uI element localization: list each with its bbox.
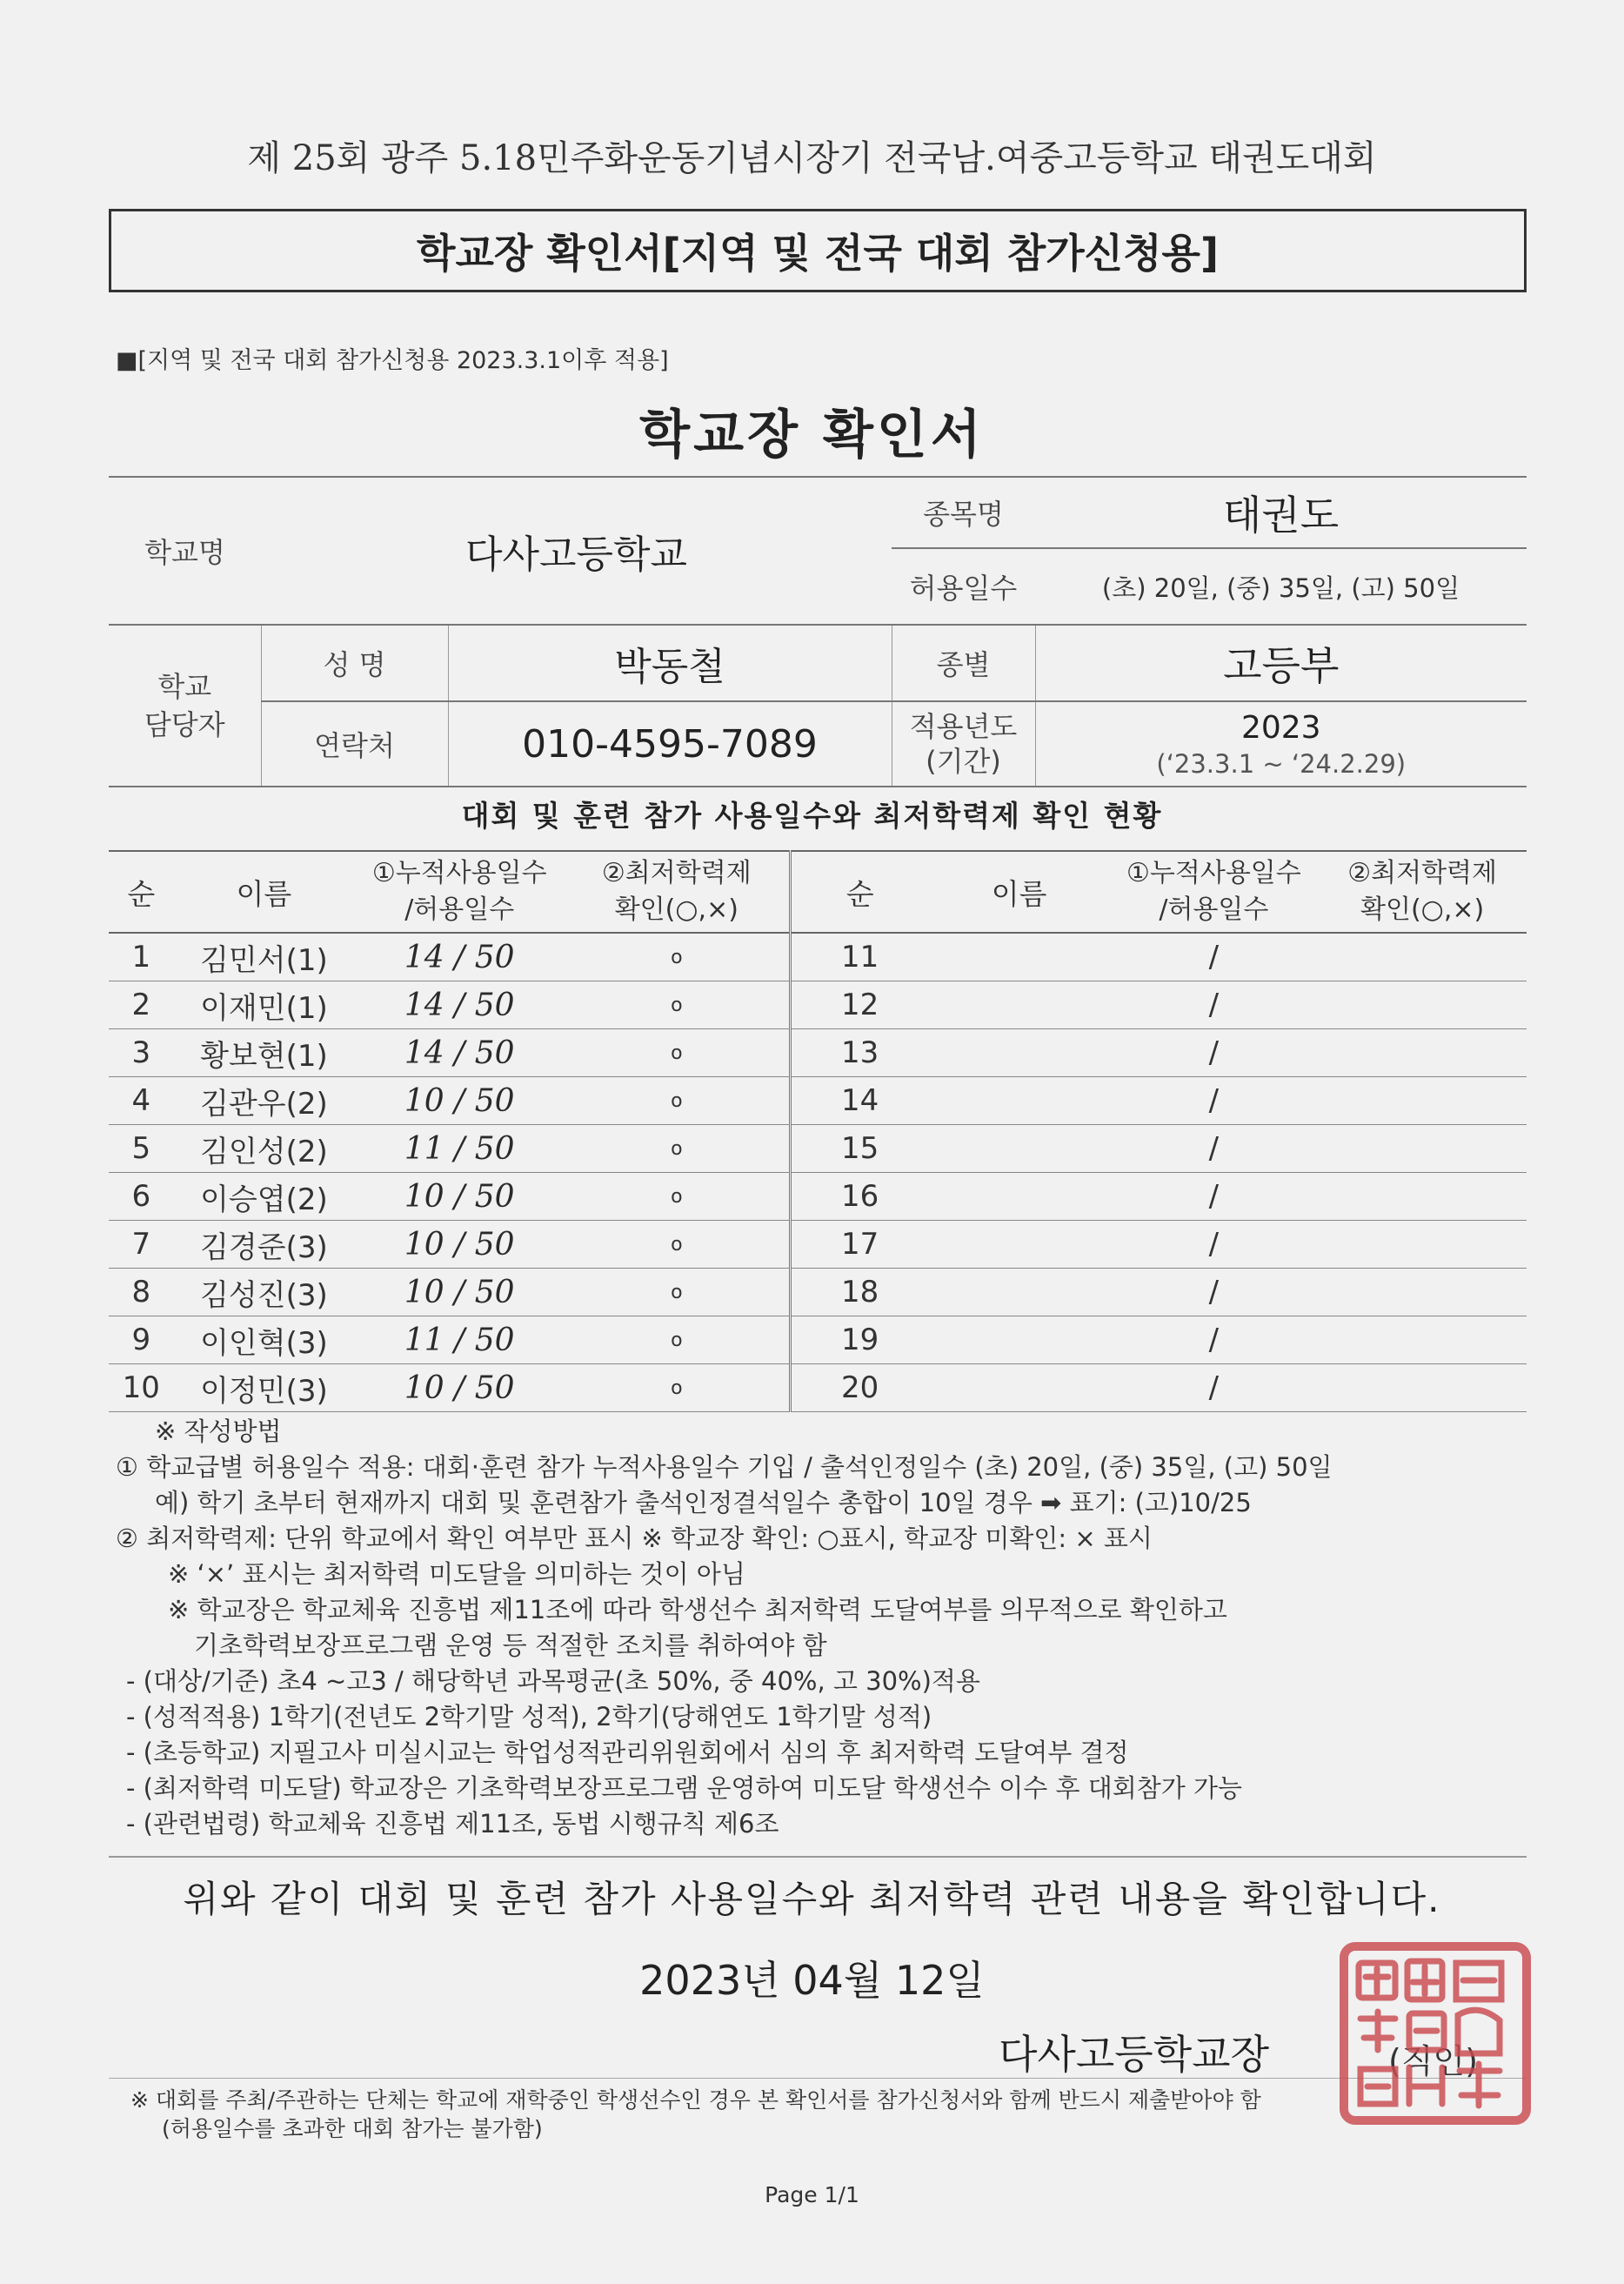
athlete-name: 김민서(1) bbox=[174, 933, 355, 981]
seal-label: (직인) bbox=[1388, 2042, 1479, 2080]
row-number: 12 bbox=[790, 981, 929, 1029]
school-value: 다사고등학교 bbox=[261, 477, 892, 625]
academic-check bbox=[1318, 1077, 1527, 1125]
days-used: 10 / 50 bbox=[354, 1269, 565, 1316]
academic-check: o bbox=[565, 1125, 790, 1173]
row-number: 16 bbox=[790, 1173, 929, 1221]
row-number: 15 bbox=[790, 1125, 929, 1173]
row-number: 9 bbox=[109, 1316, 174, 1364]
allowed-days-value: (초) 20일, (중) 35일, (고) 50일 bbox=[1035, 548, 1527, 625]
days-used: / bbox=[1110, 1221, 1319, 1269]
status-caption: 대회 및 훈련 참가 사용일수와 최저학력제 확인 현황 bbox=[461, 799, 1163, 833]
table-row bbox=[109, 1173, 1527, 1221]
days-used: 14 / 50 bbox=[354, 1029, 565, 1077]
header-academic-right bbox=[1318, 851, 1527, 933]
name-label: 성 명 bbox=[261, 625, 448, 701]
days-used: 11 / 50 bbox=[354, 1125, 565, 1173]
row-number: 5 bbox=[109, 1125, 174, 1173]
table-row bbox=[109, 933, 1527, 981]
guide-line: - (최저학력 미도달) 학교장은 기초학력보장프로그램 운영하여 미도달 학생선수 이수 후 대회참가 가능 bbox=[126, 1773, 1243, 1803]
guide-line: - (초등학교) 지필고사 미실시교는 학업성적관리위원회에서 심의 후 최저학력 도달여부 결정 bbox=[126, 1738, 1129, 1767]
guide-line: - (관련법령) 학교체육 진흥법 제11조, 동법 시행규칙 제6조 bbox=[126, 1809, 779, 1839]
athlete-name bbox=[929, 1077, 1110, 1125]
header-academic-line2: 확인(○,×) bbox=[614, 894, 738, 925]
athlete-name bbox=[929, 1316, 1110, 1364]
footnote-line: (허용일수를 초과한 대회 참가는 불가함) bbox=[162, 2116, 543, 2141]
page-number: Page 1/1 bbox=[765, 2182, 859, 2207]
academic-check bbox=[1318, 1125, 1527, 1173]
contact-person-label bbox=[109, 625, 261, 787]
header-no-right: 순 bbox=[790, 851, 929, 933]
seal-glyphs bbox=[1348, 1951, 1522, 2116]
row-number: 18 bbox=[790, 1269, 929, 1316]
roster-table bbox=[109, 850, 1527, 1412]
header-name: 이름 bbox=[174, 851, 355, 933]
divider bbox=[109, 1856, 1527, 1858]
header-academic-right-line1: ②최저학력제 bbox=[1347, 858, 1498, 888]
row-number: 14 bbox=[790, 1077, 929, 1125]
academic-check bbox=[1318, 1221, 1527, 1269]
guide-line: ※ ‘×’ 표시는 최저학력 미도달을 의미하는 것이 아님 bbox=[168, 1559, 745, 1589]
issue-date: 2023년 04월 12일 bbox=[639, 1957, 985, 2004]
division-label: 종별 bbox=[892, 625, 1035, 701]
days-used: 11 / 50 bbox=[354, 1316, 565, 1364]
divider bbox=[109, 2078, 1527, 2079]
guide-line: ② 최저학력제: 단위 학교에서 확인 여부만 표시 ※ 학교장 확인: ○표시, 학교장 미확인: × 표시 bbox=[116, 1524, 1153, 1553]
phone-label: 연락처 bbox=[261, 701, 448, 787]
days-used: 10 / 50 bbox=[354, 1221, 565, 1269]
athlete-name: 김인성(2) bbox=[174, 1125, 355, 1173]
academic-check: o bbox=[565, 1364, 790, 1412]
header-days-right-line2: /허용일수 bbox=[1159, 894, 1269, 925]
period-value: (‘23.3.1 ~ ‘24.2.29) bbox=[1156, 748, 1407, 779]
athlete-name: 이인혁(3) bbox=[174, 1316, 355, 1364]
academic-check: o bbox=[565, 1029, 790, 1077]
table-row bbox=[109, 1316, 1527, 1364]
row-number: 4 bbox=[109, 1077, 174, 1125]
table-row bbox=[109, 1077, 1527, 1125]
athlete-name: 이승엽(2) bbox=[174, 1173, 355, 1221]
principal-title: 다사고등학교장 bbox=[999, 2031, 1270, 2078]
header-academic bbox=[565, 851, 790, 933]
days-used: / bbox=[1110, 933, 1319, 981]
days-used: / bbox=[1110, 1364, 1319, 1412]
athlete-name bbox=[929, 933, 1110, 981]
days-used: 10 / 50 bbox=[354, 1364, 565, 1412]
days-used: / bbox=[1110, 1077, 1319, 1125]
academic-check: o bbox=[565, 1221, 790, 1269]
row-number: 17 bbox=[790, 1221, 929, 1269]
guide-title: ※ 작성방법 bbox=[155, 1417, 282, 1446]
row-number: 2 bbox=[109, 981, 174, 1029]
name-value: 박동철 bbox=[448, 625, 892, 701]
athlete-name bbox=[929, 1269, 1110, 1316]
contact-person-label-line2: 담당자 bbox=[144, 708, 225, 741]
year-value: 2023 bbox=[1240, 709, 1321, 746]
academic-check bbox=[1318, 1173, 1527, 1221]
sport-value: 태권도 bbox=[1035, 477, 1527, 548]
days-used: 14 / 50 bbox=[354, 981, 565, 1029]
school-label: 학교명 bbox=[109, 477, 261, 625]
row-number: 13 bbox=[790, 1029, 929, 1077]
days-used: / bbox=[1110, 1173, 1319, 1221]
table-row bbox=[109, 1221, 1527, 1269]
academic-check: o bbox=[565, 1077, 790, 1125]
days-used: / bbox=[1110, 1316, 1319, 1364]
row-number: 19 bbox=[790, 1316, 929, 1364]
official-seal-icon bbox=[1340, 1942, 1531, 2125]
header-academic-line1: ②최저학력제 bbox=[601, 858, 752, 888]
athlete-name bbox=[929, 1029, 1110, 1077]
athlete-name: 김경준(3) bbox=[174, 1221, 355, 1269]
athlete-name: 김성진(3) bbox=[174, 1269, 355, 1316]
applicability-notice: ■[지역 및 전국 대회 참가신청용 2023.3.1이후 적용] bbox=[116, 347, 669, 374]
days-used: / bbox=[1110, 1029, 1319, 1077]
header-name-right: 이름 bbox=[929, 851, 1110, 933]
days-used: / bbox=[1110, 1269, 1319, 1316]
days-used: / bbox=[1110, 1125, 1319, 1173]
guide-line: - (성적적용) 1학기(전년도 2학기말 성적), 2학기(당해연도 1학기말 성적) bbox=[126, 1702, 932, 1731]
phone-value: 010-4595-7089 bbox=[448, 701, 892, 787]
year-label bbox=[892, 701, 1035, 787]
academic-check bbox=[1318, 1316, 1527, 1364]
athlete-name bbox=[929, 981, 1110, 1029]
table-row bbox=[109, 1125, 1527, 1173]
form-title: 학교장 확인서[지역 및 전국 대회 참가신청용] bbox=[109, 209, 1527, 292]
year-cell bbox=[1035, 701, 1527, 787]
guide-line: ① 학교급별 허용일수 적용: 대회·훈련 참가 누적사용일수 기입 / 출석인정일수 (초) 20일, (중) 35일, (고) 50일 bbox=[116, 1452, 1333, 1482]
header-days-line2: /허용일수 bbox=[404, 894, 515, 925]
header-days-line1: ①누적사용일수 bbox=[371, 858, 547, 888]
event-title: 제 25회 광주 5.18민주화운동기념시장기 전국남.여중고등학교 태권도대회 bbox=[247, 138, 1377, 178]
academic-check: o bbox=[565, 1269, 790, 1316]
table-row bbox=[109, 1364, 1527, 1412]
table-row bbox=[109, 1269, 1527, 1316]
sport-label: 종목명 bbox=[892, 477, 1035, 548]
writing-guide bbox=[116, 1414, 1333, 1842]
athlete-name bbox=[929, 1125, 1110, 1173]
row-number: 11 bbox=[790, 933, 929, 981]
footnote bbox=[130, 2086, 1261, 2143]
row-number: 8 bbox=[109, 1269, 174, 1316]
guide-line: ※ 학교장은 학교체육 진흥법 제11조에 따라 학생선수 최저학력 도달여부를 의무적으로 확인하고 bbox=[168, 1595, 1227, 1624]
row-number: 10 bbox=[109, 1364, 174, 1412]
header-no: 순 bbox=[109, 851, 174, 933]
row-number: 7 bbox=[109, 1221, 174, 1269]
academic-check bbox=[1318, 981, 1527, 1029]
main-title: 학교장 확인서 bbox=[639, 405, 985, 466]
athlete-name bbox=[929, 1221, 1110, 1269]
athlete-name: 황보현(1) bbox=[174, 1029, 355, 1077]
header-academic-right-line2: 확인(○,×) bbox=[1360, 894, 1485, 925]
athlete-name bbox=[929, 1173, 1110, 1221]
academic-check bbox=[1318, 1029, 1527, 1077]
year-label-line1: 적용년도 bbox=[909, 710, 1018, 743]
athlete-name bbox=[929, 1364, 1110, 1412]
academic-check bbox=[1318, 933, 1527, 981]
athlete-name: 김관우(2) bbox=[174, 1077, 355, 1125]
row-number: 20 bbox=[790, 1364, 929, 1412]
days-used: / bbox=[1110, 981, 1319, 1029]
allowed-days-label: 허용일수 bbox=[892, 548, 1035, 625]
academic-check: o bbox=[565, 981, 790, 1029]
contact-person-label-line1: 학교 bbox=[157, 670, 212, 703]
days-used: 10 / 50 bbox=[354, 1077, 565, 1125]
table-row bbox=[109, 981, 1527, 1029]
academic-check bbox=[1318, 1364, 1527, 1412]
athlete-name: 이정민(3) bbox=[174, 1364, 355, 1412]
row-number: 1 bbox=[109, 933, 174, 981]
days-used: 14 / 50 bbox=[354, 933, 565, 981]
roster-body bbox=[109, 933, 1527, 1412]
school-info-table bbox=[109, 476, 1527, 787]
division-value: 고등부 bbox=[1035, 625, 1527, 701]
academic-check: o bbox=[565, 933, 790, 981]
guide-line: 예) 학기 초부터 현재까지 대회 및 훈련참가 출석인정결석일수 총합이 10일 경우 ➡ 표기: (고)10/25 bbox=[155, 1488, 1252, 1517]
row-number: 3 bbox=[109, 1029, 174, 1077]
academic-check: o bbox=[565, 1173, 790, 1221]
confirmation-statement: 위와 같이 대회 및 훈련 참가 사용일수와 최저학력 관련 내용을 확인합니다. bbox=[183, 1878, 1441, 1920]
athlete-name: 이재민(1) bbox=[174, 981, 355, 1029]
academic-check bbox=[1318, 1269, 1527, 1316]
guide-line: 기초학력보장프로그램 운영 등 적절한 조치를 취하여야 함 bbox=[194, 1631, 827, 1660]
academic-check: o bbox=[565, 1316, 790, 1364]
table-row bbox=[109, 1029, 1527, 1077]
header-days-right-line1: ①누적사용일수 bbox=[1126, 858, 1301, 888]
header-days bbox=[354, 851, 565, 933]
year-label-line2: (기간) bbox=[926, 745, 1001, 778]
row-number: 6 bbox=[109, 1173, 174, 1221]
header-days-right bbox=[1110, 851, 1319, 933]
footnote-line: ※ 대회를 주최/주관하는 단체는 학교에 재학중인 학생선수인 경우 본 확인서를 참가신청서와 함께 반드시 제출받아야 함 bbox=[130, 2087, 1261, 2113]
guide-line: - (대상/기준) 초4 ~고3 / 해당학년 과목평균(초 50%, 중 40%, 고 30%)적용 bbox=[126, 1666, 980, 1696]
days-used: 10 / 50 bbox=[354, 1173, 565, 1221]
